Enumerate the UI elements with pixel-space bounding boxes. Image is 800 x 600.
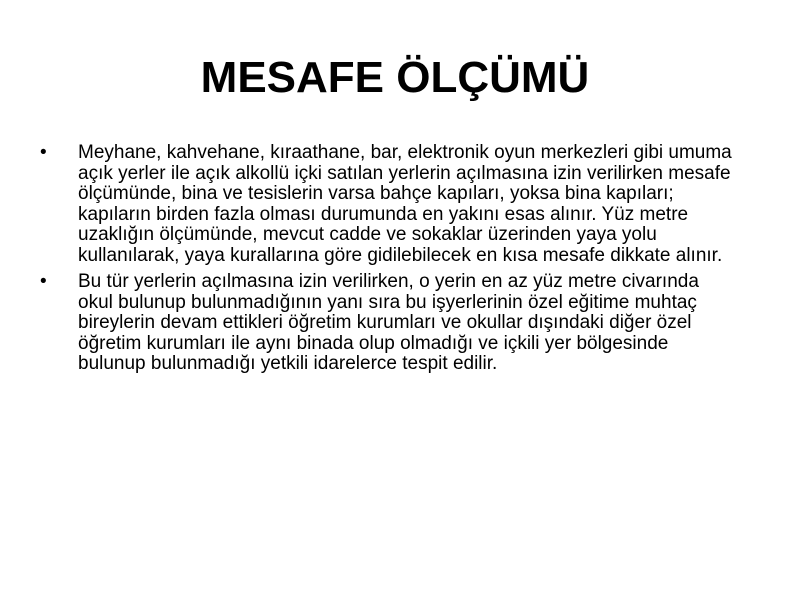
bullet-text: Meyhane, kahvehane, kıraathane, bar, elektronik oyun merkezleri gibi umuma açık yerler ile açık alkollü içki satılan yerlerin açılmasına izin verilirken mesafe ölçümünde, bina ve tesislerin varsa bahçe kapıları, yoksa bina kapıları; kapıların birden fazla olması durumunda en yakını esas alınır. Yüz metre uzaklığın ölçümünde, mevcut cadde ve sokaklar üzerinden yaya yolu kullanılarak, yaya kurallarına göre gidilebilecek en kısa mesafe dikkate alınır. [78,142,732,266]
bullet-list [40,142,733,381]
bullet-item [40,271,733,375]
bullet-item [40,142,733,266]
bullet-dot-icon: • [40,142,47,163]
bullet-dot-icon: • [40,271,47,292]
bullet-text: Bu tür yerlerin açılmasına izin verilirken, o yerin en az yüz metre civarında okul bulunup bulunmadığının yanı sıra bu işyerlerinin özel eğitime muhtaç bireylerin devam ettikleri öğretim kurumları ve okullar dışındaki diğer özel öğretim kurumları ile aynı binada olup olmadığı ve içkili yer bölgesinde bulunup bulunmadığı yetkili idarelerce tespit edilir. [78,271,699,374]
slide-title: MESAFE ÖLÇÜMÜ [200,53,590,102]
